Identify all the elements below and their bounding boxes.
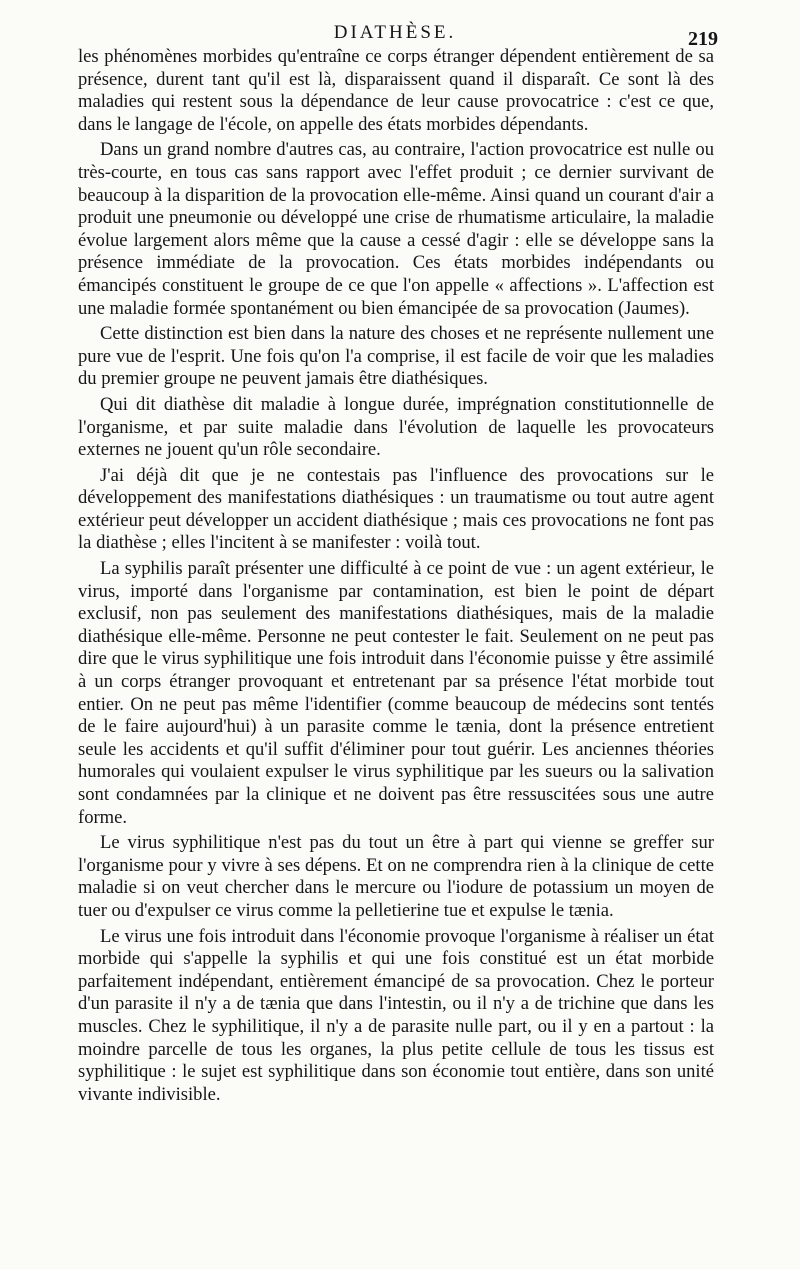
- paragraph: Le virus une fois introduit dans l'économie provoque l'organisme à réaliser un état morbide qui s'appelle la syphilis et qui une fois constitué est un état morbide parfaitement indépendant, entièrement émancipé de sa provocation. Chez le porteur d'un parasite il n'y a de tænia que dans l'intestin, ou il n'y a de trichine que dans les muscles. Chez le syphilitique, il n'y a de parasite nulle part, ou il y en a partout : la moindre parcelle de tous les organes, la plus petite cellule de tous les tissus est syphilitique : le sujet est syphilitique dans son économie tout entière, dans son unité vivante indivisible.: [78, 925, 714, 1105]
- paragraph: La syphilis paraît présenter une difficulté à ce point de vue : un agent extérieur, le virus, importé dans l'organisme par contamination, est bien le point de départ exclusif, non pas seulement des manifestations diathésiques, mais de la maladie diathésique elle-même. Personne ne peut contester le fait. Seulement on ne peut pas dire que le virus syphilitique une fois introduit dans l'économie puisse y être assimilé à un corps étranger provoquant et entretenant par sa présence l'état morbide tout entier. On ne peut pas même l'identifier (comme beaucoup de médecins sont tentés de le faire aujourd'hui) à un parasite comme le tænia, dont la présence entretient seule les accidents et qu'il suffit d'éliminer pour tout guérir. Les anciennes théories humorales qui voulaient expulser le virus syphilitique par les sueurs ou la salivation sont condamnées par la clinique et ne doivent pas être ressuscitées sous une autre forme.: [78, 558, 714, 828]
- running-head: DIATHÈSE.: [333, 22, 457, 43]
- body-text: [78, 46, 714, 1109]
- paragraph: Qui dit diathèse dit maladie à longue durée, imprégnation constitutionnelle de l'organisme, et par suite maladie dans l'évolution de laquelle les provocateurs externes ne jouent qu'un rôle secondaire.: [78, 393, 714, 461]
- paragraph: J'ai déjà dit que je ne contestais pas l'influence des provocations sur le développement des manifestations diathésiques : un traumatisme ou tout autre agent extérieur peut développer un accident diathésique ; mais ces provocations ne font pas la diathèse ; elles l'incitent à se manifester : voilà tout.: [78, 464, 714, 554]
- page-number: 219: [688, 28, 718, 50]
- paragraph: Le virus syphilitique n'est pas du tout un être à part qui vienne se greffer sur l'organisme pour y vivre à ses dépens. Et on ne comprendra rien à la clinique de cette maladie si on veut chercher dans le mercure ou l'iodure de potassium un moyen de tuer ou d'expulser ce virus comme la pelletierine tue et expulse le tænia.: [78, 832, 714, 921]
- paragraph: Dans un grand nombre d'autres cas, au contraire, l'action provocatrice est nulle ou très-courte, en tous cas sans rapport avec l'effet produit ; ce dernier survivant de beaucoup à la disparition de la provocation elle-même. Ainsi quand un courant d'air a produit une pneumonie ou développé une crise de rhumatisme articulaire, la maladie évolue largement alors même que la cause a cessé d'agir : elle se développe sans la présence immédiate de la provocation. Ces états morbides indépendants ou émancipés constituent le groupe de ce que l'on appelle « affections ». L'affection est une maladie formée spontanément ou bien émancipée de sa provocation (Jaumes).: [78, 139, 714, 319]
- paragraph: Cette distinction est bien dans la nature des choses et ne représente nullement une pure vue de l'esprit. Une fois qu'on l'a comprise, il est facile de voir que les maladies du premier groupe ne peuvent jamais être diathésiques.: [78, 323, 714, 390]
- paragraph: les phénomènes morbides qu'entraîne ce corps étranger dépendent entièrement de sa présence, durent tant qu'il est là, disparaissent quand il disparaît. Ce sont là des maladies qui restent sous la dépendance de leur cause provocatrice : c'est ce que, dans le langage de l'école, on appelle des états morbides dépendants.: [78, 46, 714, 135]
